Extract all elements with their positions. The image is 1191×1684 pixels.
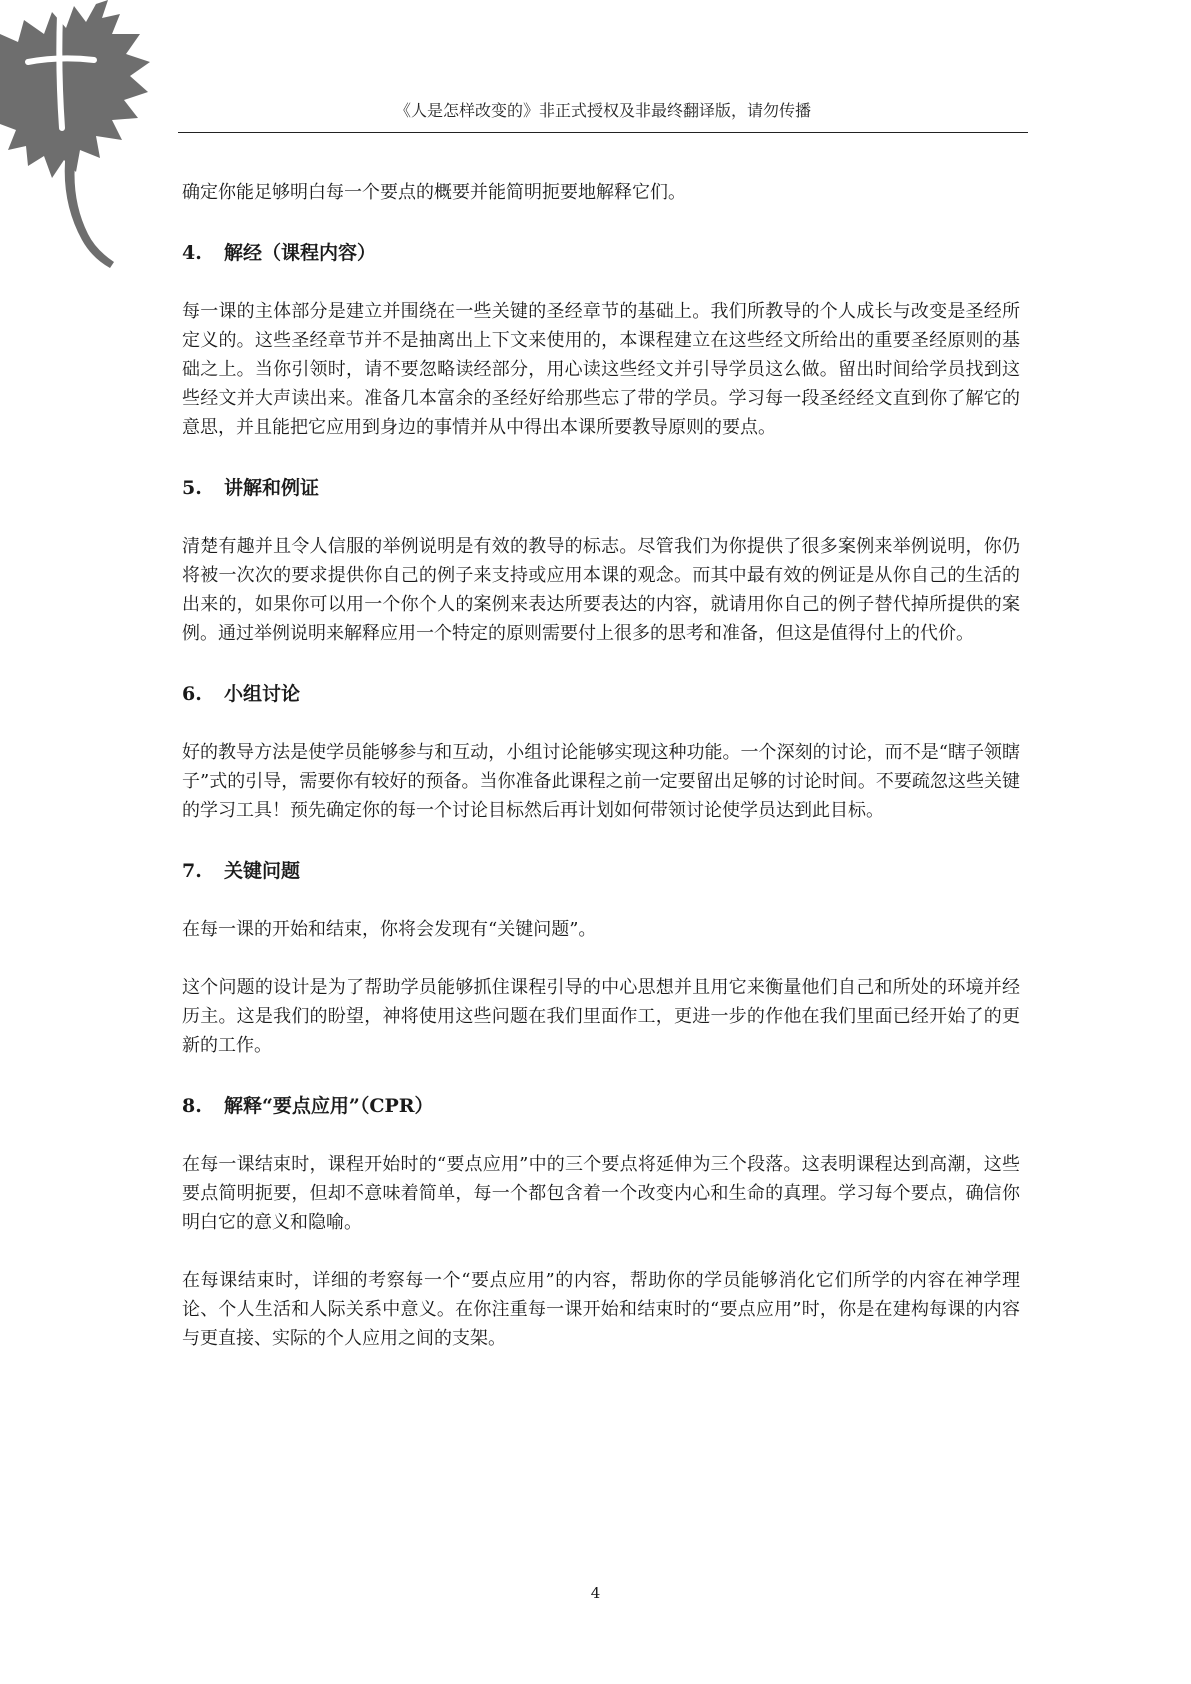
section-number: 5. xyxy=(182,477,202,499)
section-paragraph: 在每一课结束时，课程开始时的“要点应用”中的三个要点将延伸为三个段落。这表明课程达到高潮，这些要点简明扼要，但却不意味着简单，每一个都包含着一个改变内心和生命的真理。学习每个要点，确信你明白它的意义和隐喻。 xyxy=(182,1154,1020,1233)
section-title: 解经（课程内容） xyxy=(224,242,377,264)
section-heading-6 xyxy=(182,680,1020,709)
section-paragraph: 这个问题的设计是为了帮助学员能够抓住课程引导的中心思想并且用它来衡量他们自己和所处的环境并经历主。这是我们的盼望，神将使用这些问题在我们里面作工，更进一步的作他在我们里面已经开始了的更新的工作。 xyxy=(182,977,1020,1056)
running-header: 《人是怎样改变的》非正式授权及非最终翻译版，请勿传播 xyxy=(394,101,811,120)
page-number: 4 xyxy=(590,1584,601,1602)
header-rule xyxy=(178,132,1028,133)
section-title: 小组讨论 xyxy=(224,683,301,705)
intro-paragraph: 确定你能足够明白每一个要点的概要并能简明扼要地解释它们。 xyxy=(182,182,686,203)
section-number: 4. xyxy=(182,242,202,264)
section-heading-7 xyxy=(182,857,1020,886)
section-number: 8. xyxy=(182,1095,202,1117)
section-paragraph: 每一课的主体部分是建立并围绕在一些关键的圣经章节的基础上。我们所教导的个人成长与改变是圣经所定义的。这些圣经章节并不是抽离出上下文来使用的，本课程建立在这些经文所给出的重要圣经原则的基础之上。当你引领时，请不要忽略读经部分，用心读这些经文并引导学员这么做。留出时间给学员找到这些经文并大声读出来。准备几本富余的圣经好给那些忘了带的学员。学习每一段圣经经文直到你了解它的意思，并且能把它应用到身边的事情并从中得出本课所要教导原则的要点。 xyxy=(182,301,1020,438)
section-number: 7. xyxy=(182,860,202,882)
section-paragraph: 好的教导方法是使学员能够参与和互动，小组讨论能够实现这种功能。一个深刻的讨论，而不是“瞎子领瞎子”式的引导，需要你有较好的预备。当你准备此课程之前一定要留出足够的讨论时间。不要疏忽这些关键的学习工具！预先确定你的每一个讨论目标然后再计划如何带领讨论使学员达到此目标。 xyxy=(182,742,1020,821)
section-paragraph: 在每一课的开始和结束，你将会发现有“关键问题”。 xyxy=(182,919,597,940)
section-paragraph: 清楚有趣并且令人信服的举例说明是有效的教导的标志。尽管我们为你提供了很多案例来举例说明，你仍将被一次次的要求提供你自己的例子来支持或应用本课的观念。而其中最有效的例证是从你自己的生活的出来的，如果你可以用一个你个人的案例来表达所要表达的内容，就请用你自己的例子替代掉所提供的案例。通过举例说明来解释应用一个特定的原则需要付上很多的思考和准备，但这是值得付上的代价。 xyxy=(182,536,1020,644)
section-number: 6. xyxy=(182,683,202,705)
leaf-cross-logo-icon xyxy=(0,0,160,280)
section-title: 关键问题 xyxy=(224,860,301,882)
section-heading-4 xyxy=(182,239,1020,268)
page-content xyxy=(182,178,1020,1353)
section-paragraph: 在每课结束时，详细的考察每一个“要点应用”的内容，帮助你的学员能够消化它们所学的内容在神学理论、个人生活和人际关系中意义。在你注重每一课开始和结束时的“要点应用”时，你是在建构每课的内容与更直接、实际的个人应用之间的支架。 xyxy=(182,1270,1020,1349)
section-title: 讲解和例证 xyxy=(224,477,320,499)
section-heading-8 xyxy=(182,1092,1020,1121)
section-heading-5 xyxy=(182,474,1020,503)
section-title: 解释“要点应用”（CPR） xyxy=(224,1095,434,1117)
